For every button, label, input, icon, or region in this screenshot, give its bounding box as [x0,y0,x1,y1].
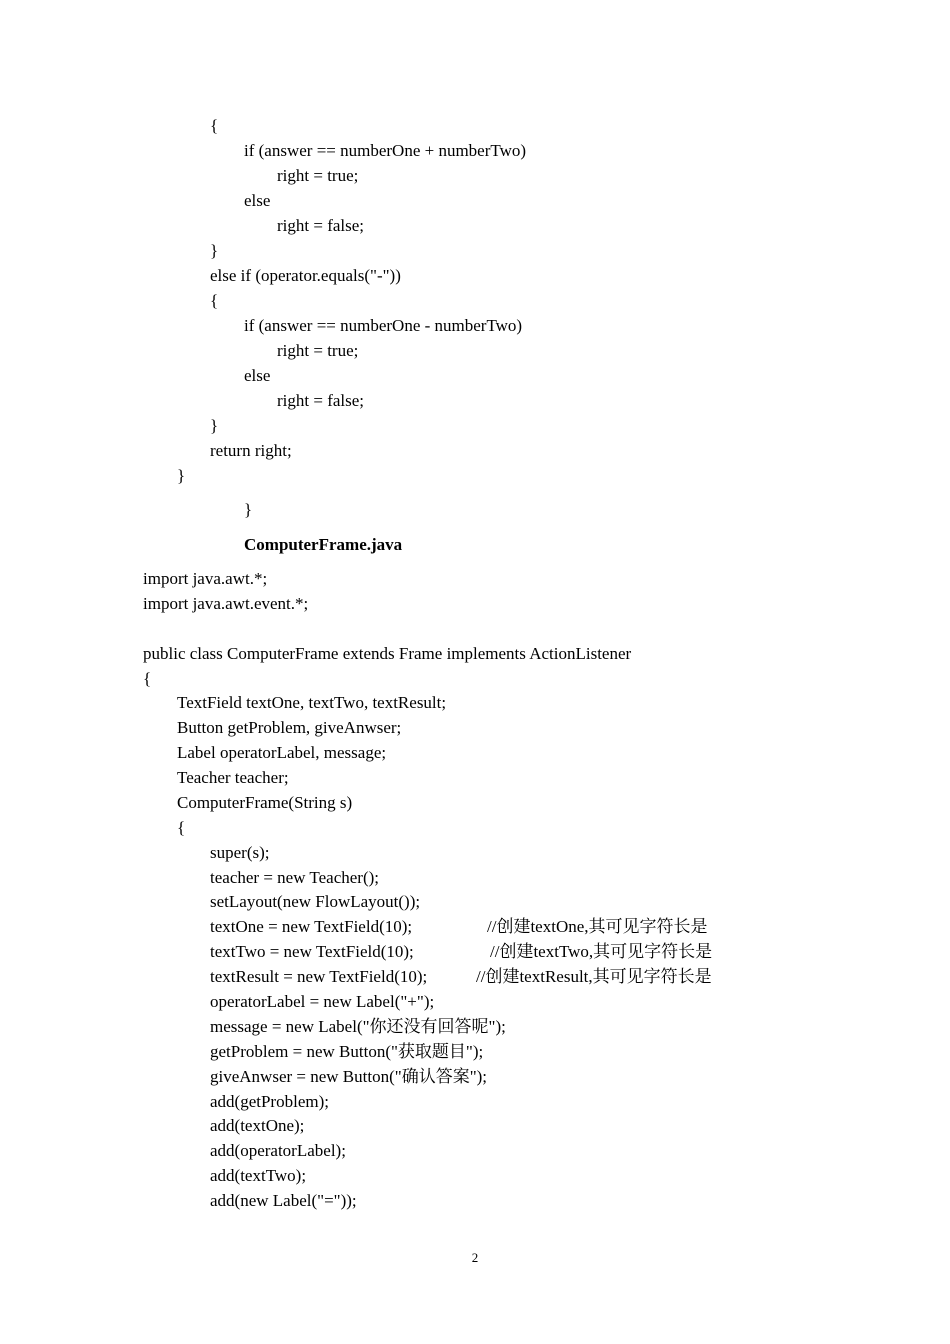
code-line: ComputerFrame(String s) [177,793,353,812]
code-line: message = new Label("你还没有回答呢"); [210,1017,506,1036]
code-line: teacher = new Teacher(); [210,868,380,887]
code-line: Teacher teacher; [177,768,289,787]
code-line: textResult = new TextField(10); [210,967,428,986]
code-line: add(operatorLabel); [210,1141,346,1160]
code-line: operatorLabel = new Label("+"); [210,992,435,1011]
code-line: super(s); [210,843,270,862]
code-line: setLayout(new FlowLayout()); [210,892,421,911]
code-line: giveAnwser = new Button("确认答案"); [210,1067,488,1086]
code-line: else [244,191,271,210]
code-line: Label operatorLabel, message; [177,743,387,762]
code-line: if (answer == numberOne + numberTwo) [244,141,527,160]
code-line: add(getProblem); [210,1092,329,1111]
code-line: else if (operator.equals("-")) [210,266,401,285]
code-comment: //创建textTwo,其可见字符长是 [490,942,713,961]
code-line: TextField textOne, textTwo, textResult; [177,693,447,712]
code-line: if (answer == numberOne - numberTwo) [244,316,523,335]
code-line: right = false; [277,391,365,410]
code-line: { [143,669,152,688]
code-line: right = true; [277,166,359,185]
page-number: 2 [471,1250,479,1265]
code-line: textTwo = new TextField(10); [210,942,414,961]
code-line: { [177,818,186,837]
code-line: import java.awt.*; [143,569,268,588]
code-line: import java.awt.event.*; [143,594,309,613]
code-line: } [210,241,219,260]
code-line: add(textTwo); [210,1166,307,1185]
code-line: getProblem = new Button("获取题目"); [210,1042,484,1061]
code-line: return right; [210,441,292,460]
code-line: { [210,291,219,310]
code-line: add(new Label("=")); [210,1191,357,1210]
code-comment: //创建textResult,其可见字符长是 [476,967,712,986]
code-line: right = false; [277,216,365,235]
code-line: public class ComputerFrame extends Frame implements ActionListener [143,644,632,663]
code-line: add(textOne); [210,1116,305,1135]
code-line: } [210,416,219,435]
code-line: right = true; [277,341,359,360]
code-line: } [177,466,186,485]
code-line: } [244,500,253,519]
code-line: Button getProblem, giveAnwser; [177,718,402,737]
code-comment: //创建textOne,其可见字符长是 [487,917,708,936]
code-line: { [210,116,219,135]
code-line: else [244,366,271,385]
file-heading: ComputerFrame.java [244,535,403,554]
code-line: textOne = new TextField(10); [210,917,413,936]
